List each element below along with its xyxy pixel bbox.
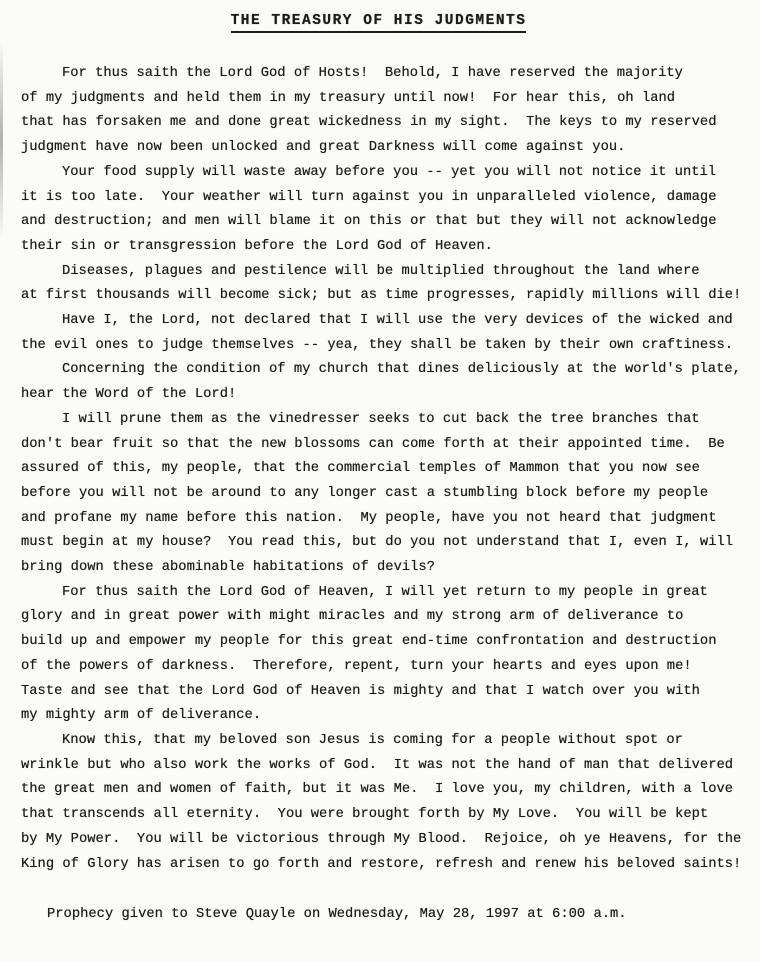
text-line: Concerning the condition of my church that dines deliciously at the world's plate, bbox=[62, 362, 741, 378]
text-line: and destruction; and men will blame it on this or that but they will not acknowledge bbox=[21, 214, 717, 230]
paragraph bbox=[21, 309, 736, 358]
text-line: Have I, the Lord, not declared that I will use the very devices of the wicked and bbox=[62, 313, 733, 329]
text-line: hear the Word of the Lord! bbox=[21, 387, 237, 403]
text-line: glory and in great power with might miracles and my strong arm of deliverance to bbox=[21, 609, 684, 625]
text-line: of the powers of darkness. Therefore, repent, turn your hearts and eyes upon me! bbox=[21, 658, 692, 674]
page-title-text: THE TREASURY OF HIS JUDGMENTS bbox=[231, 13, 527, 33]
text-line: the great men and women of faith, but it was Me. I love you, my children, with a love bbox=[21, 782, 734, 798]
footer-note: Prophecy given to Steve Quayle on Wednesday, May 28, 1997 at 6:00 a.m. bbox=[47, 907, 627, 923]
text-line: I will prune them as the vinedresser seeks to cut back the tree branches that bbox=[62, 411, 700, 427]
text-line: don't bear fruit so that the new blossoms can come forth at their appointed time. Be bbox=[21, 436, 725, 452]
text-line: wrinkle but who also work the works of God. It was not the hand of man that delivered bbox=[21, 757, 734, 773]
text-line: that transcends all eternity. You were brought forth by My Love. You will be kept bbox=[21, 807, 709, 823]
text-line: judgment have now been unlocked and great Darkness will come against you. bbox=[21, 140, 626, 156]
page-title bbox=[21, 13, 736, 29]
text-line: assured of this, my people, that the commercial temples of Mammon that you now see bbox=[21, 461, 700, 477]
paragraph bbox=[21, 260, 742, 309]
text-line: and profane my name before this nation. My people, have you not heard that judgment bbox=[21, 510, 717, 526]
text-line: Diseases, plagues and pestilence will be multiplied throughout the land where bbox=[62, 263, 700, 279]
text-line: before you will not be around to any longer cast a stumbling block before my people bbox=[21, 485, 709, 501]
text-line: For thus saith the Lord God of Hosts! Behold, I have reserved the majority bbox=[62, 66, 683, 81]
text-line: Taste and see that the Lord God of Heaven is mighty and that I watch over you with bbox=[21, 683, 700, 699]
text-line: Know this, that my beloved son Jesus is coming for a people without spot or bbox=[62, 732, 683, 748]
paragraph bbox=[21, 581, 736, 729]
text-line: it is too late. Your weather will turn against you in unparalleled violence, damage bbox=[21, 189, 717, 205]
paragraph bbox=[21, 62, 736, 161]
text-line: at first thousands will become sick; but as time progresses, rapidly millions will die! bbox=[21, 288, 742, 304]
text-line: my mighty arm of deliverance. bbox=[21, 708, 262, 724]
text-line: by My Power. You will be victorious through My Blood. Rejoice, oh ye Heavens, for the bbox=[21, 831, 742, 847]
text-line: of my judgments and held them in my treasury until now! For hear this, oh land bbox=[21, 90, 676, 106]
text-line: For thus saith the Lord God of Heaven, I will yet return to my people in great bbox=[62, 584, 708, 600]
paragraph bbox=[21, 161, 736, 260]
text-line: build up and empower my people for this great end-time confrontation and destruction bbox=[21, 634, 717, 650]
paragraph bbox=[21, 408, 736, 581]
document-body bbox=[21, 62, 742, 877]
text-line: that has forsaken me and done great wickedness in my sight. The keys to my reserved bbox=[21, 115, 717, 131]
text-line: the evil ones to judge themselves -- yea, they shall be taken by their own craftiness. bbox=[21, 337, 734, 353]
text-line: Your food supply will waste away before you -- yet you will not notice it until bbox=[62, 164, 717, 180]
paragraph bbox=[21, 729, 742, 877]
text-line: their sin or transgression before the Lord God of Heaven. bbox=[21, 238, 493, 254]
text-line: King of Glory has arisen to go forth and restore, refresh and renew his beloved saints! bbox=[21, 856, 742, 872]
text-line: must begin at my house? You read this, but do you not understand that I, even I, will bbox=[21, 535, 734, 551]
paragraph bbox=[21, 358, 741, 407]
text-line: bring down these abominable habitations of devils? bbox=[21, 560, 435, 576]
